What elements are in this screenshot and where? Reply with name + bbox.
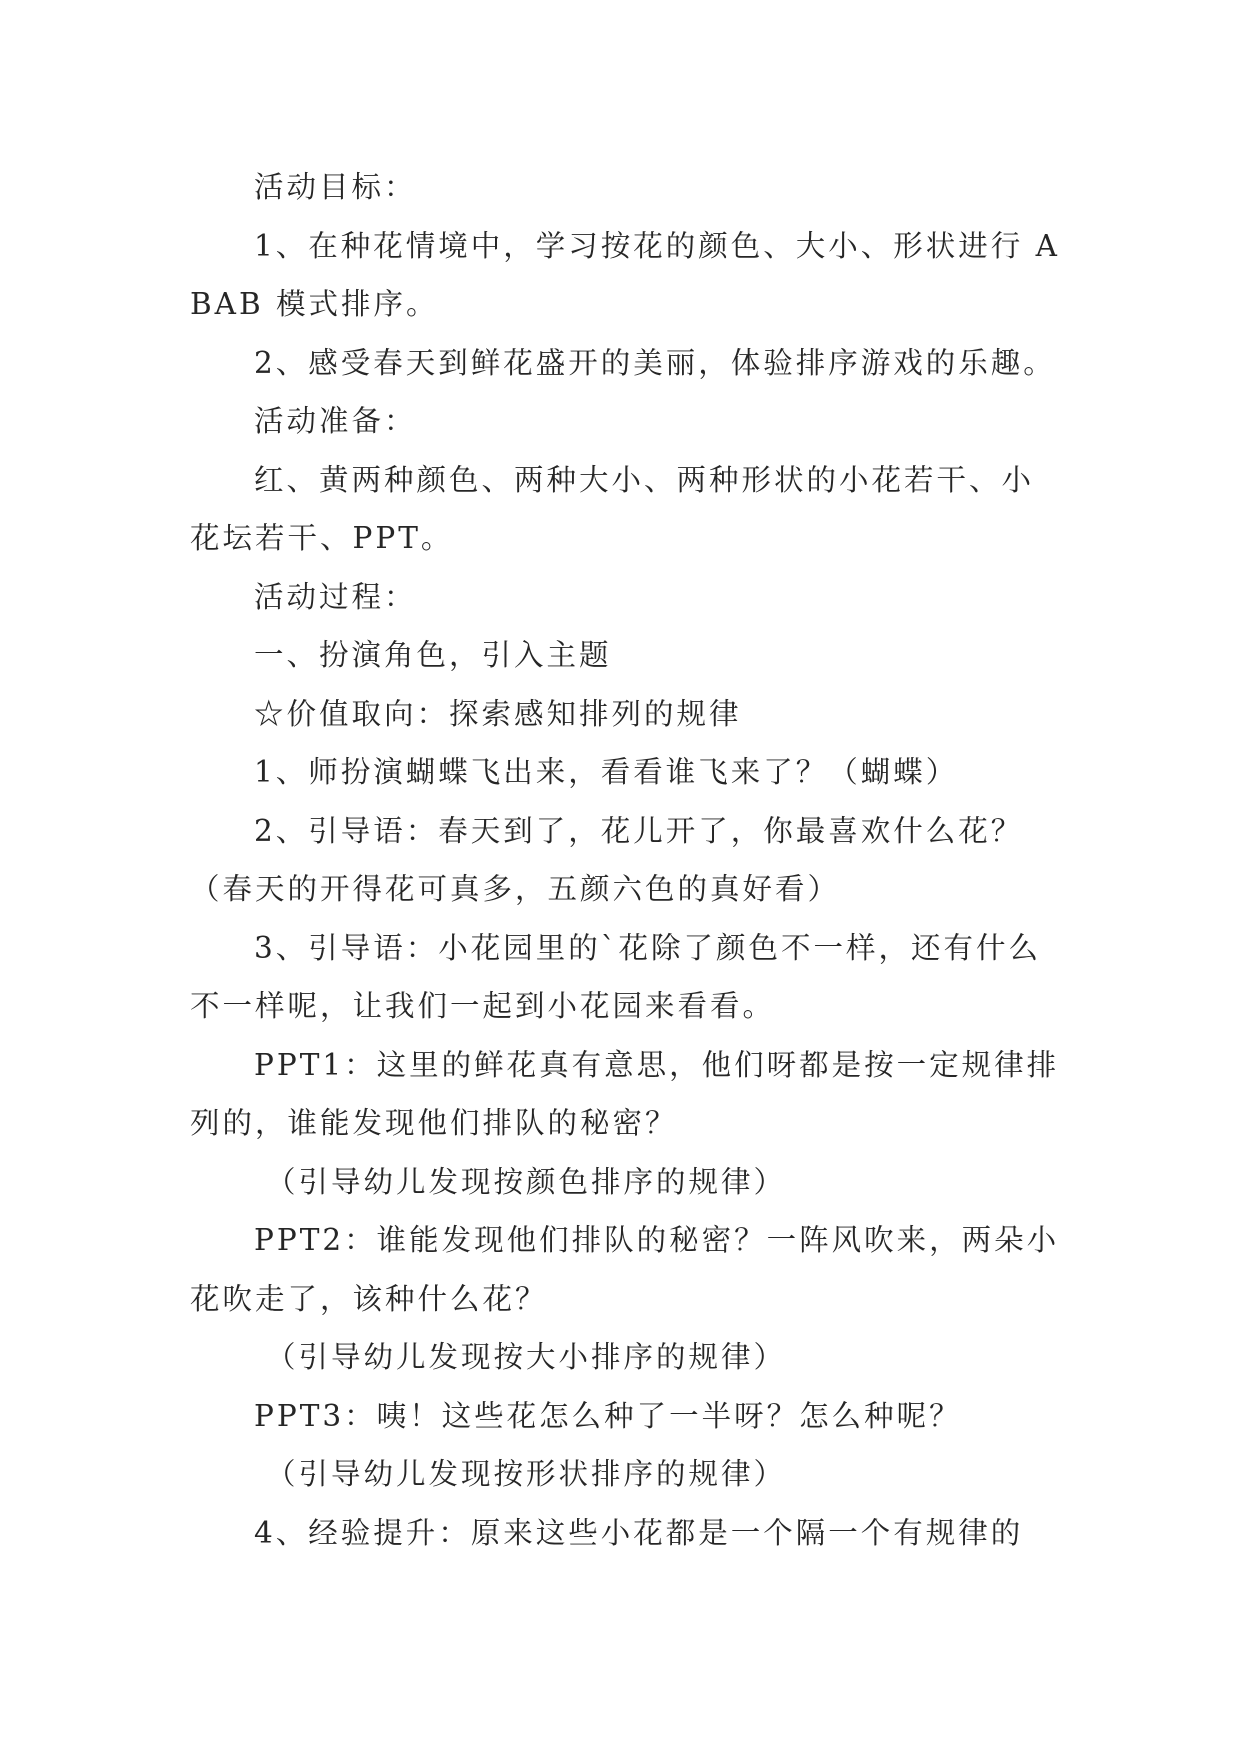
process-item-1: 1、师扮演蝴蝶飞出来，看看谁飞来了？（蝴蝶） <box>254 755 959 789</box>
ppt2-note: （引导幼儿发现按大小排序的规律） <box>266 1340 787 1374</box>
process-item-3: 3、引导语：小花园里的`花除了颜色不一样，还有什么不一样呢，让我们一起到小花园来看看。 <box>190 930 1042 1023</box>
ppt3-text: PPT3：咦！这些花怎么种了一半呀？怎么种呢？ <box>254 1398 962 1433</box>
process-item-4: 4、经验提升：原来这些小花都是一个隔一个有规律的 <box>254 1515 1024 1550</box>
section-heading-goals: 活动目标： <box>254 170 417 204</box>
ppt2-text: PPT2：谁能发现他们排队的秘密？一阵风吹来，两朵小花吹走了，该种什么花？ <box>190 1223 1060 1316</box>
ppt1-text: PPT1：这里的鲜花真有意思，他们呀都是按一定规律排列的，谁能发现他们排队的秘密？ <box>190 1047 1060 1140</box>
process-item-2: 2、引导语：春天到了，花儿开了，你最喜欢什么花？（春天的开得花可真多，五颜六色的真好看） <box>190 813 1024 906</box>
section-heading-preparation: 活动准备： <box>254 404 417 438</box>
ppt1-note: （引导幼儿发现按颜色排序的规律） <box>266 1164 787 1199</box>
document-body <box>190 158 1065 1562</box>
preparation-text: 红、黄两种颜色、两种大小、两种形状的小花若干、小花坛若干、PPT。 <box>190 462 1035 555</box>
section-heading-process: 活动过程： <box>254 579 417 614</box>
ppt3-note: （引导幼儿发现按形状排序的规律） <box>266 1457 787 1491</box>
goal-item-1: 1、在种花情境中，学习按花的颜色、大小、形状进行 ABAB 模式排序。 <box>190 228 1060 321</box>
value-orientation: ☆价值取向：探索感知排列的规律 <box>254 696 742 731</box>
process-step-1-title: 一、扮演角色，引入主题 <box>254 638 612 672</box>
goal-item-2: 2、感受春天到鲜花盛开的美丽，体验排序游戏的乐趣。 <box>254 345 1056 380</box>
